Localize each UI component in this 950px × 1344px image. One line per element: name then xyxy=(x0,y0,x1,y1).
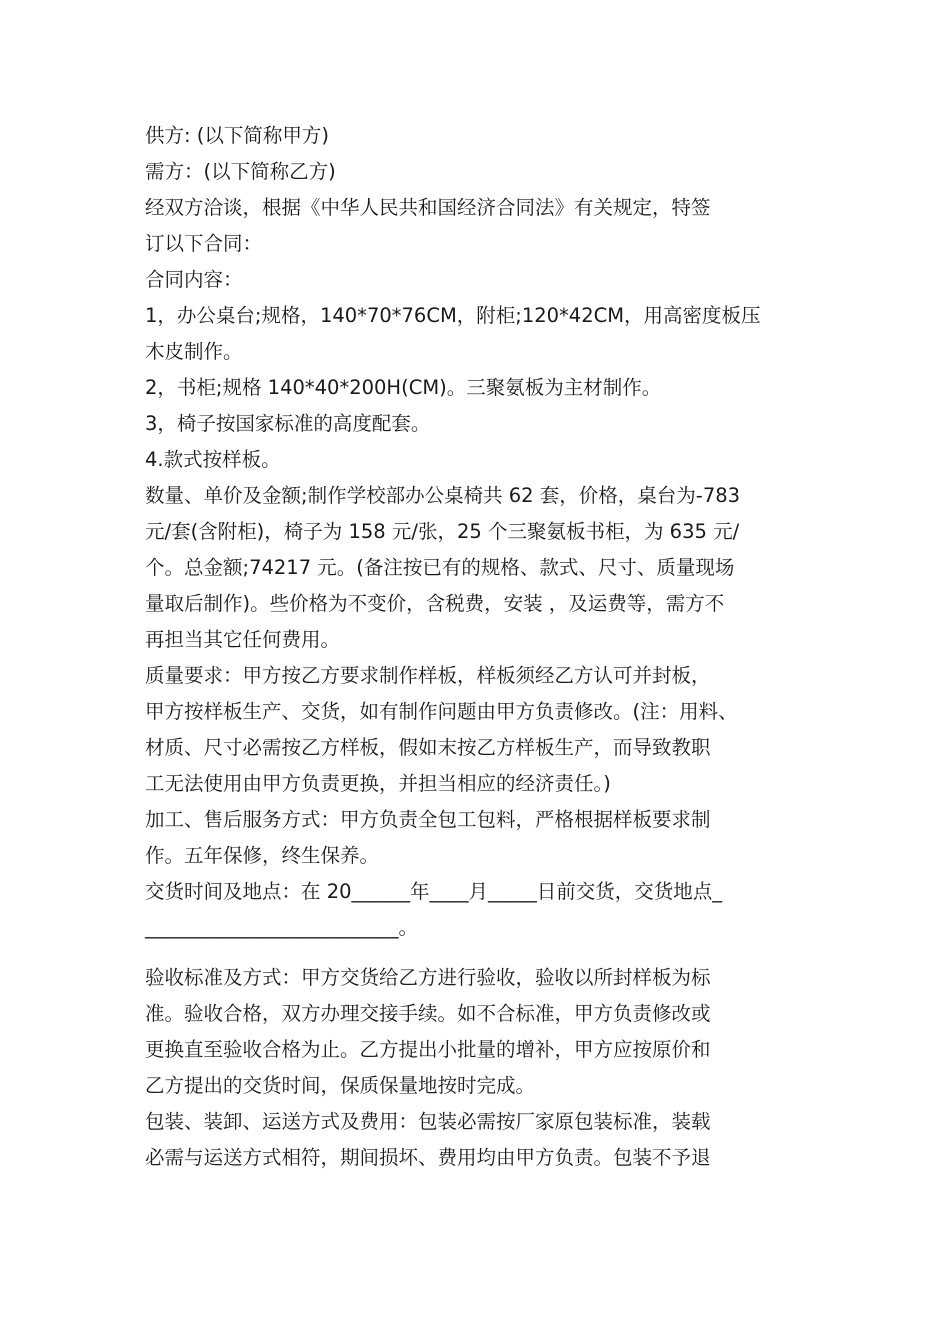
quantity-price-line-3: 个。总金额;74217 元。(备注按已有的规格、款式、尺寸、质量现场 xyxy=(145,556,735,579)
quantity-price-line-1: 数量、单价及金额;制作学校部办公桌椅共 62 套，价格，桌台为-783 xyxy=(145,484,741,507)
acceptance-line-3: 更换直至验收合格为止。乙方提出小批量的增补，甲方应按原价和 xyxy=(145,1038,711,1061)
document-body xyxy=(145,118,810,1176)
acceptance-line-2: 准。验收合格，双方办理交接手续。如不合标准，甲方负责修改或 xyxy=(145,1002,711,1025)
item-3-line: 3，椅子按国家标准的高度配套。 xyxy=(145,412,431,435)
quality-line-2: 甲方按样板生产、交货，如有制作问题由甲方负责修改。(注：用料、 xyxy=(145,700,738,723)
item-1-line-1: 1，办公桌台;规格，140*70*76CM，附柜;120*42CM，用高密度板压 xyxy=(145,304,761,327)
buyer-line: 需方：(以下简称乙方) xyxy=(145,160,336,183)
delivery-line-1: 交货时间及地点：在 20______年____月_____日前交货，交货地点_ xyxy=(145,880,723,903)
quality-line-1: 质量要求：甲方按乙方要求制作样板，样板须经乙方认可并封板， xyxy=(145,664,711,687)
quantity-price-line-5: 再担当其它任何费用。 xyxy=(145,628,341,651)
packaging-line-1: 包装、装卸、运送方式及费用：包装必需按厂家原包装标准，装载 xyxy=(145,1110,711,1133)
supplier-line: 供方: (以下简称甲方) xyxy=(145,124,329,147)
preamble-line-2: 订以下合同： xyxy=(145,232,263,255)
quality-line-3: 材质、尺寸必需按乙方样板，假如末按乙方样板生产，而导致教职 xyxy=(145,736,711,759)
service-line-2: 作。五年保修，终生保养。 xyxy=(145,844,380,867)
contract-content-heading: 合同内容： xyxy=(145,268,243,291)
quality-line-4: 工无法使用由甲方负责更换，并担当相应的经济责任。) xyxy=(145,772,611,795)
quantity-price-line-4: 量取后制作)。些价格为不变价，含税费，安装 ，及运费等，需方不 xyxy=(145,592,725,615)
item-4-line: 4.款式按样板。 xyxy=(145,448,281,471)
delivery-line-2: __________________________。 xyxy=(145,916,418,939)
item-2-line: 2，书柜;规格 140*40*200H(CM)。三聚氨板为主材制作。 xyxy=(145,376,662,399)
acceptance-line-1: 验收标准及方式：甲方交货给乙方进行验收，验收以所封样板为标 xyxy=(145,966,711,989)
paragraph-gap xyxy=(145,946,810,960)
packaging-line-2: 必需与运送方式相符，期间损坏、费用均由甲方负责。包装不予退 xyxy=(145,1146,711,1169)
service-line-1: 加工、售后服务方式：甲方负责全包工包料，严格根据样板要求制 xyxy=(145,808,711,831)
acceptance-line-4: 乙方提出的交货时间，保质保量地按时完成。 xyxy=(145,1074,536,1097)
preamble-line-1: 经双方洽谈，根据《中华人民共和国经济合同法》有关规定，特签 xyxy=(145,196,711,219)
item-1-line-2: 木皮制作。 xyxy=(145,340,243,363)
quantity-price-line-2: 元/套(含附柜)，椅子为 158 元/张，25 个三聚氨板书柜，为 635 元/ xyxy=(145,520,740,543)
